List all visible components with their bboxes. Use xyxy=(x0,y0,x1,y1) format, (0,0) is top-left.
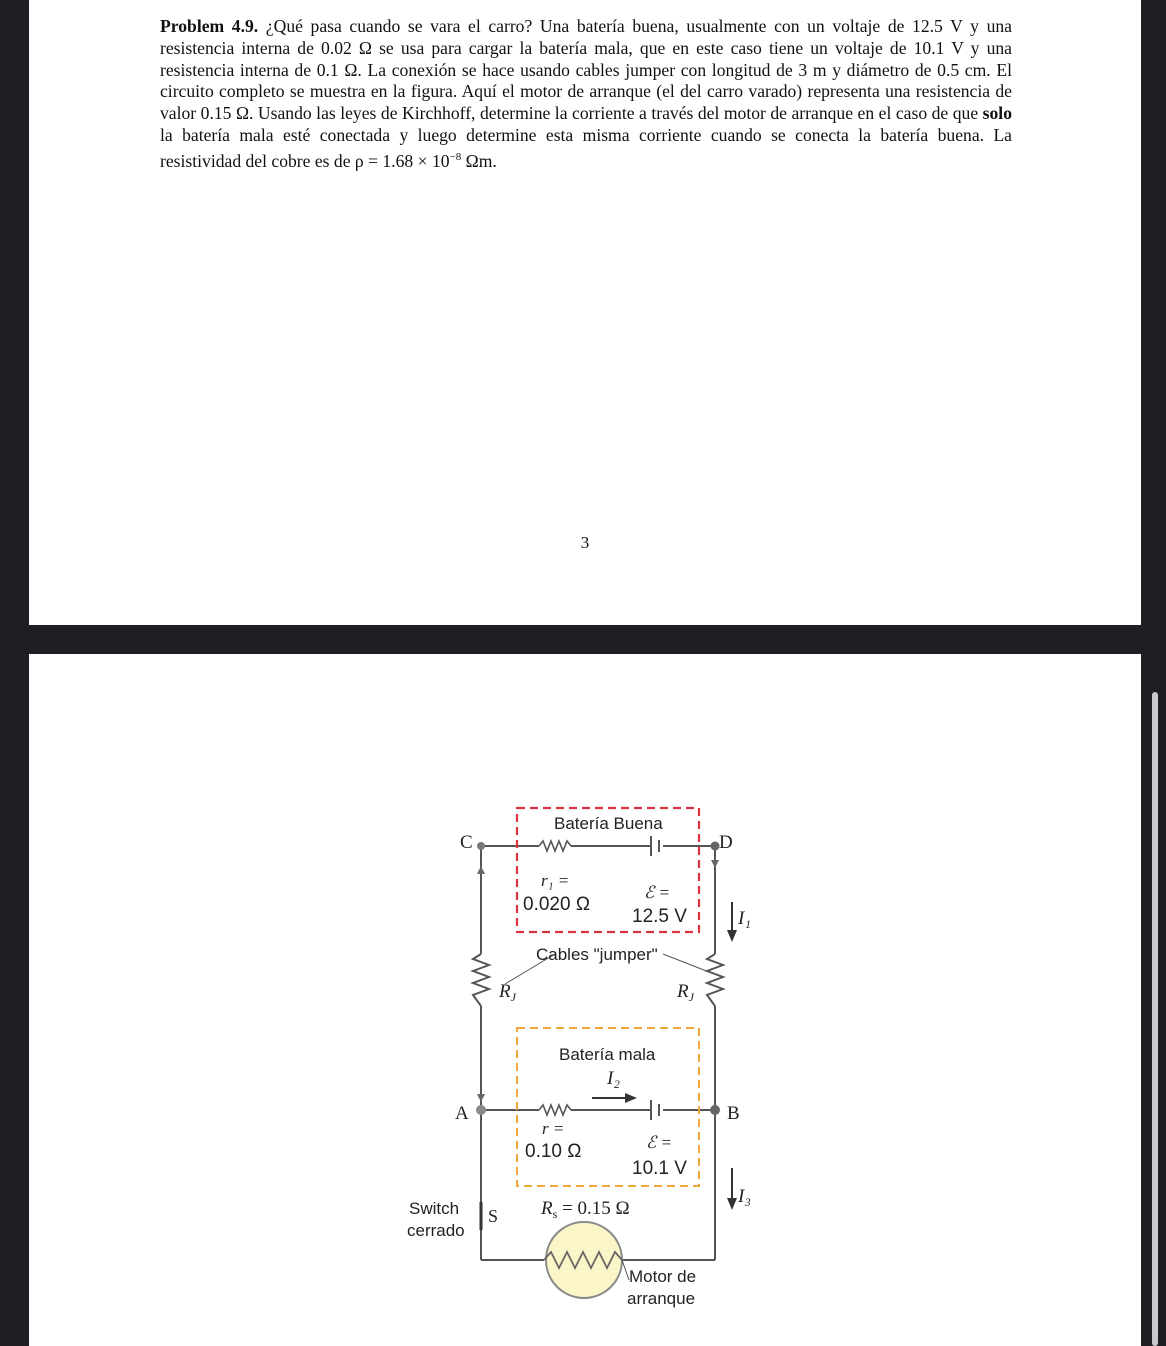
good-battery-title: Batería Buena xyxy=(554,814,663,833)
jumper-resistor-left xyxy=(473,954,489,1006)
flow-arrow-c xyxy=(477,866,485,874)
current-i3-label: I₃ xyxy=(738,1186,751,1207)
motor-label-line-2: arranque xyxy=(627,1289,696,1308)
bad-battery-title: Batería mala xyxy=(559,1045,656,1064)
node-b-dot xyxy=(710,1105,720,1115)
battery-cell-good xyxy=(651,836,659,856)
current-i1-label: I₁ xyxy=(738,908,751,929)
jumper-resistor-right xyxy=(707,954,723,1006)
problem-exponent: −8 xyxy=(449,150,462,163)
problem-label: Problem 4.9. xyxy=(160,16,259,36)
motor-label-line-1: Motor de xyxy=(629,1267,697,1286)
emf-good-label: ℰ = xyxy=(644,883,671,902)
rj-left-label: $R_J$ xyxy=(499,981,516,1004)
page-number: 3 xyxy=(580,533,590,552)
emf-bad-label: ℰ = xyxy=(646,1133,673,1152)
node-b-label: B xyxy=(727,1103,740,1124)
current-i2-label: I₂ xyxy=(607,1068,620,1089)
battery-cell-bad xyxy=(651,1100,659,1120)
problem-text-part-1: ¿Qué pasa cuando se vara el carro? Una batería buena, usualmente con un voltaje de 12.5 V y una resistencia interna de 0.02 Ω se usa para cargar la batería mala, que en este caso tiene un voltaje de 10.1 V y una resistencia interna de 0.1 Ω. La conexión se hace usando cables jumper con longitud de 3 m y diámetro de 0.5 cm. El circuito completo se muestra en la figura. Aquí el motor de arranque (el del carro varado) representa una resistencia de valor 0.15 Ω. Usando las leyes de Kirchhoff, determine la corriente a través del motor de arranque en el caso de que xyxy=(160,16,1012,124)
rs-label: $R_s = 0.15$ Ω xyxy=(541,1198,630,1221)
node-a-label: A xyxy=(455,1103,469,1124)
scrollbar[interactable] xyxy=(1152,692,1158,1346)
pdf-page-2 xyxy=(29,654,1141,1346)
cables-label: Cables "jumper" xyxy=(536,945,658,964)
motor-leader xyxy=(622,1260,629,1280)
problem-text xyxy=(160,16,1012,172)
r-label: r = xyxy=(542,1119,565,1138)
rj-right-label: $R_J$ xyxy=(677,981,694,1004)
internal-resistor-r xyxy=(539,1105,571,1115)
current-arrow-i3 xyxy=(727,1198,737,1210)
switch-label-line-2: cerrado xyxy=(407,1221,465,1240)
r1-value: 0.020 Ω xyxy=(523,894,591,915)
emf-bad-value: 10.1 V xyxy=(632,1158,687,1179)
flow-arrow-a xyxy=(477,1094,485,1102)
problem-bold-word: solo xyxy=(982,103,1012,124)
node-a-dot xyxy=(476,1105,486,1115)
node-c-dot xyxy=(477,842,485,850)
problem-text-part-2: la batería mala esté conectada y luego determine esta misma corriente cuando se conecta la batería buena. La resistividad del cobre es de ρ = 1.68 × 10 xyxy=(160,124,1012,171)
emf-good-value: 12.5 V xyxy=(632,906,687,927)
flow-arrow-d xyxy=(711,860,719,868)
internal-resistor-r1 xyxy=(539,841,571,851)
node-c-label: C xyxy=(460,832,473,853)
switch-s-label: S xyxy=(488,1206,499,1226)
problem-text-part-3: Ωm. xyxy=(461,150,497,171)
r-value: 0.10 Ω xyxy=(525,1141,582,1162)
pdf-page-1 xyxy=(29,0,1141,625)
node-d-label: D xyxy=(719,832,733,853)
cables-leader-right xyxy=(663,954,709,972)
switch-label-line-1: Switch xyxy=(409,1199,460,1218)
circuit-figure xyxy=(29,654,1141,1346)
current-arrow-i2 xyxy=(625,1093,637,1103)
r1-label: r₁ = xyxy=(541,871,570,890)
current-arrow-i1 xyxy=(727,930,737,942)
